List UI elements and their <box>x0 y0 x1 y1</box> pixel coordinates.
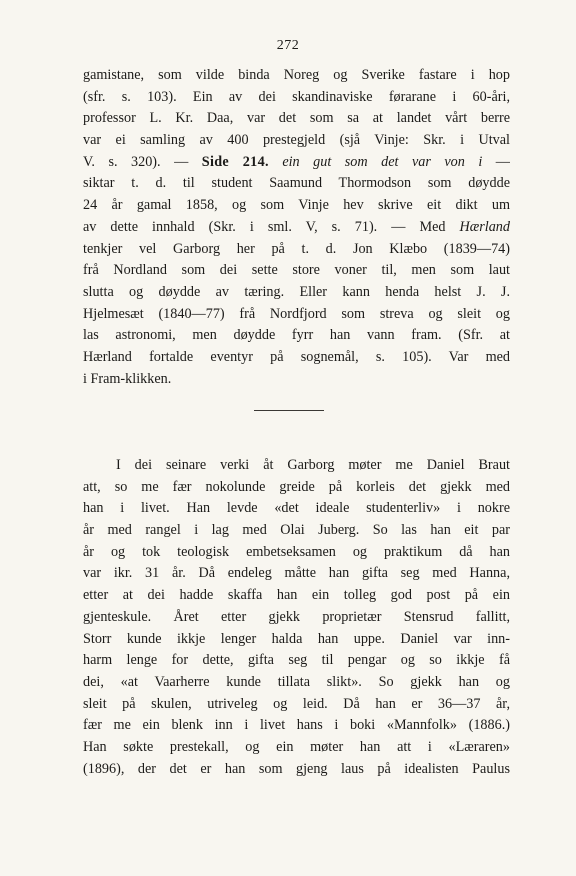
text-line: sleit på skulen, utriveleg og leid. Då han er 36—37 år, <box>83 695 510 712</box>
text-line: år med rangel i lag med Olai Juberg. So las han eit par <box>83 522 510 539</box>
text-line: tenkjer vel Garborg her på t. d. Jon Klæbo (1839—74) <box>83 240 510 257</box>
quoted-name: Hærland <box>459 218 510 235</box>
text-line: 24 år gamal 1858, og som Vinje hev skrive eit dikt um <box>83 197 510 214</box>
text-line: dei, «at Vaarherre kunde tillata slikt». So gjekk han og <box>83 673 510 690</box>
text-line: år og tok teologisk embetseksamen og praktikum då han <box>83 543 510 560</box>
text-line: Hærland fortalde eventyr på sognemål, s. 105). Var med <box>83 348 510 365</box>
text-line: Storr kunde ikkje lenger halda han uppe. Daniel var inn- <box>83 630 510 647</box>
text-line: las astronomi, men døydde fyrr han vann fram. (Sfr. at <box>83 327 510 344</box>
text-line: i Fram-klikken. <box>83 370 172 387</box>
text-line: han i livet. Han levde «det ideale studenterliv» i nokre <box>83 500 510 517</box>
text-line: (1896), der det er han som gjeng laus på idealisten Paulus <box>83 760 510 777</box>
page-number: 272 <box>276 38 300 53</box>
text-line <box>83 217 510 239</box>
text-line: Hjelmesæt (1840—77) frå Nordfjord som streva og sleit og <box>83 305 510 322</box>
text-line: var ei samling av 400 prestegjeld (sjå Vinje: Skr. i Utval <box>83 132 510 149</box>
notes-section <box>83 65 510 390</box>
text-line: gamistane, som vilde binda Noreg og Sverike fastare i hop <box>83 67 510 83</box>
line-text <box>269 154 283 170</box>
text-line: harm lenge for dette, gifta seg til pengar og so ikkje få <box>83 652 510 669</box>
text-line: fær me ein blenk inn i livet hans i boki «Mannfolk» (1886.) <box>83 717 510 734</box>
text-line: I dei seinare verki åt Garborg møter me Daniel Braut <box>116 457 510 473</box>
text-line: (sfr. s. 103). Ein av dei skandinaviske førarane i 60-åri, <box>83 88 510 105</box>
text-line: slutta og døydde av tæring. Eller kann henda helst J. J. <box>83 283 510 300</box>
section-divider <box>254 410 324 411</box>
text-line: frå Nordland som dei sette store voner til, men som laut <box>83 262 510 279</box>
text-line: siktar t. d. til student Saamund Thormodson som døydde <box>83 175 510 192</box>
text-line: Han søkte prestekall, og ein møter han att i «Læraren» <box>83 738 510 755</box>
body-section <box>83 455 510 780</box>
line-text: av dette innhald (Skr. i sml. V, s. 71). — Med <box>83 218 460 235</box>
line-text: — <box>482 153 510 170</box>
text-line: professor L. Kr. Daa, var det som sa at landet vårt berre <box>83 110 510 127</box>
text-line: att, so me fær nokolunde greide på korleis det gjekk med <box>83 478 510 495</box>
text-line: var ikr. 31 år. Då endeleg måtte han gifta seg med Hanna, <box>83 565 510 582</box>
text-line: etter at dei hadde skaffa han ein tolleg god post på ein <box>83 587 510 604</box>
text-line <box>83 152 510 174</box>
text-line: gjenteskule. Året etter gjekk proprietær Stensrud fallitt, <box>83 608 510 625</box>
line-text: V. s. 320). — <box>83 153 202 170</box>
page-reference: Side 214. <box>201 153 269 170</box>
quoted-phrase: ein gut som det var von i <box>282 153 483 170</box>
